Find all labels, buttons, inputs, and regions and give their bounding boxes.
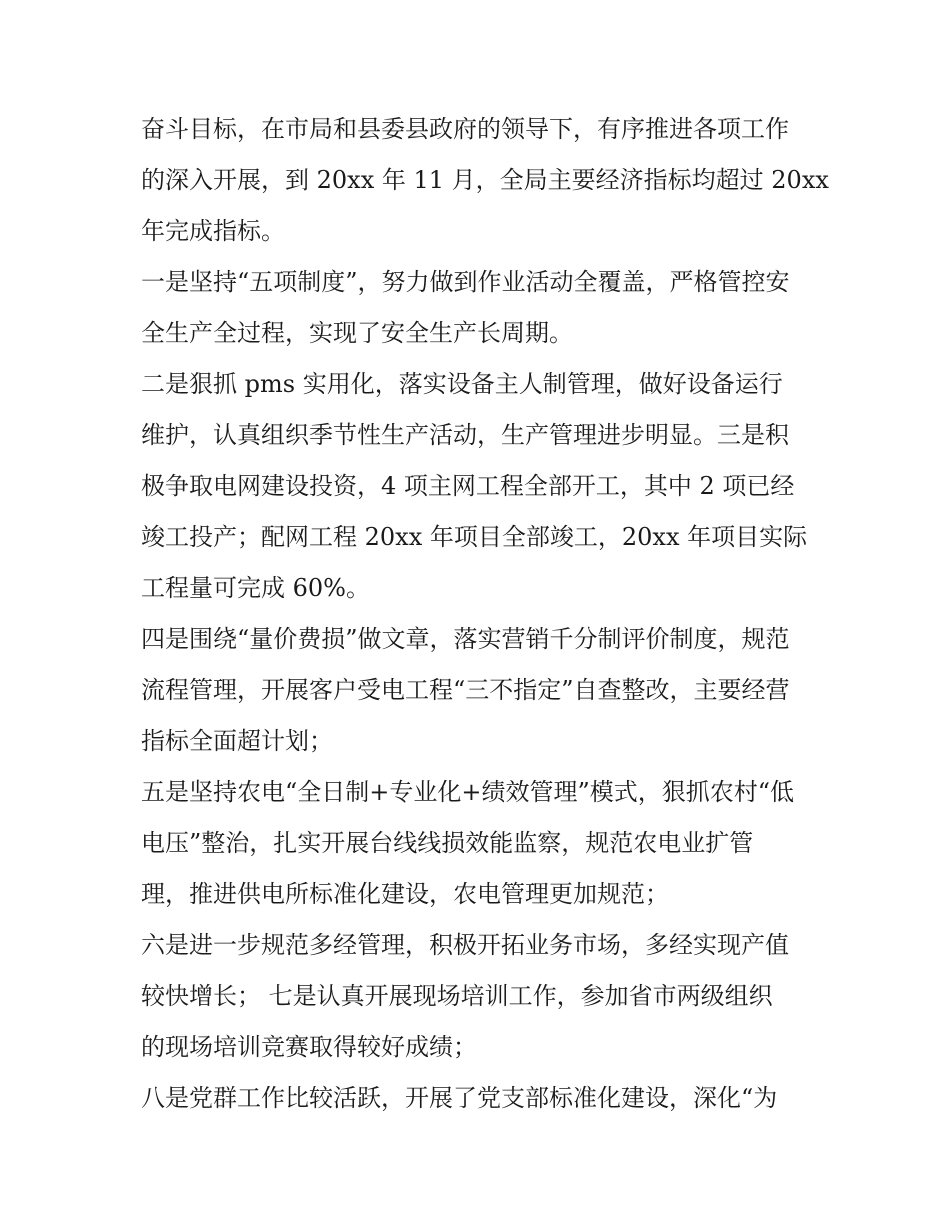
text-line: 一是坚持“五项制度”，努力做到作业活动全覆盖，严格管控安 — [141, 268, 790, 296]
text-line: 较快增长； 七是认真开展现场培训工作，参加省市两级组织 — [141, 982, 773, 1010]
text-line: 全生产全过程，实现了安全生产长周期。 — [141, 319, 573, 347]
text-line: 五是坚持农电“全日制+专业化+绩效管理”模式，狠抓农村“低 — [141, 778, 795, 806]
text-line: 极争取电网建设投资，4 项主网工程全部开工，其中 2 项已经 — [141, 472, 795, 500]
text-line: 的现场培训竞赛取得较好成绩； — [141, 1033, 477, 1061]
text-line: 流程管理，开展客户受电工程“三不指定”自查整改，主要经营 — [141, 676, 790, 704]
text-line: 的深入开展，到 20xx 年 11 月，全局主要经济指标均超过 20xx — [141, 166, 829, 194]
text-line: 二是狠抓 pms 实用化，落实设备主人制管理，做好设备运行 — [141, 370, 783, 398]
text-line: 八是党群工作比较活跃，开展了党支部标准化建设，深化“为 — [141, 1084, 778, 1112]
text-line: 理，推进供电所标准化建设，农电管理更加规范； — [141, 880, 669, 908]
text-line: 竣工投产；配网工程 20xx 年项目全部竣工，20xx 年项目实际 — [141, 523, 808, 551]
text-line: 维护，认真组织季节性生产活动，生产管理进步明显。三是积 — [141, 421, 789, 449]
text-line: 六是进一步规范多经管理，积极开拓业务市场，多经实现产值 — [141, 931, 789, 959]
text-line: 电压”整治，扎实开展台线线损效能监察，规范农电业扩管 — [141, 829, 754, 857]
text-line: 指标全面超计划； — [141, 727, 333, 755]
document-body — [141, 104, 829, 1124]
text-line: 四是围绕“量价费损”做文章，落实营销千分制评价制度，规范 — [141, 625, 790, 653]
text-line: 奋斗目标，在市局和县委县政府的领导下，有序推进各项工作 — [141, 115, 789, 143]
text-line: 年完成指标。 — [141, 217, 285, 245]
text-line: 工程量可完成 60%。 — [141, 574, 370, 602]
